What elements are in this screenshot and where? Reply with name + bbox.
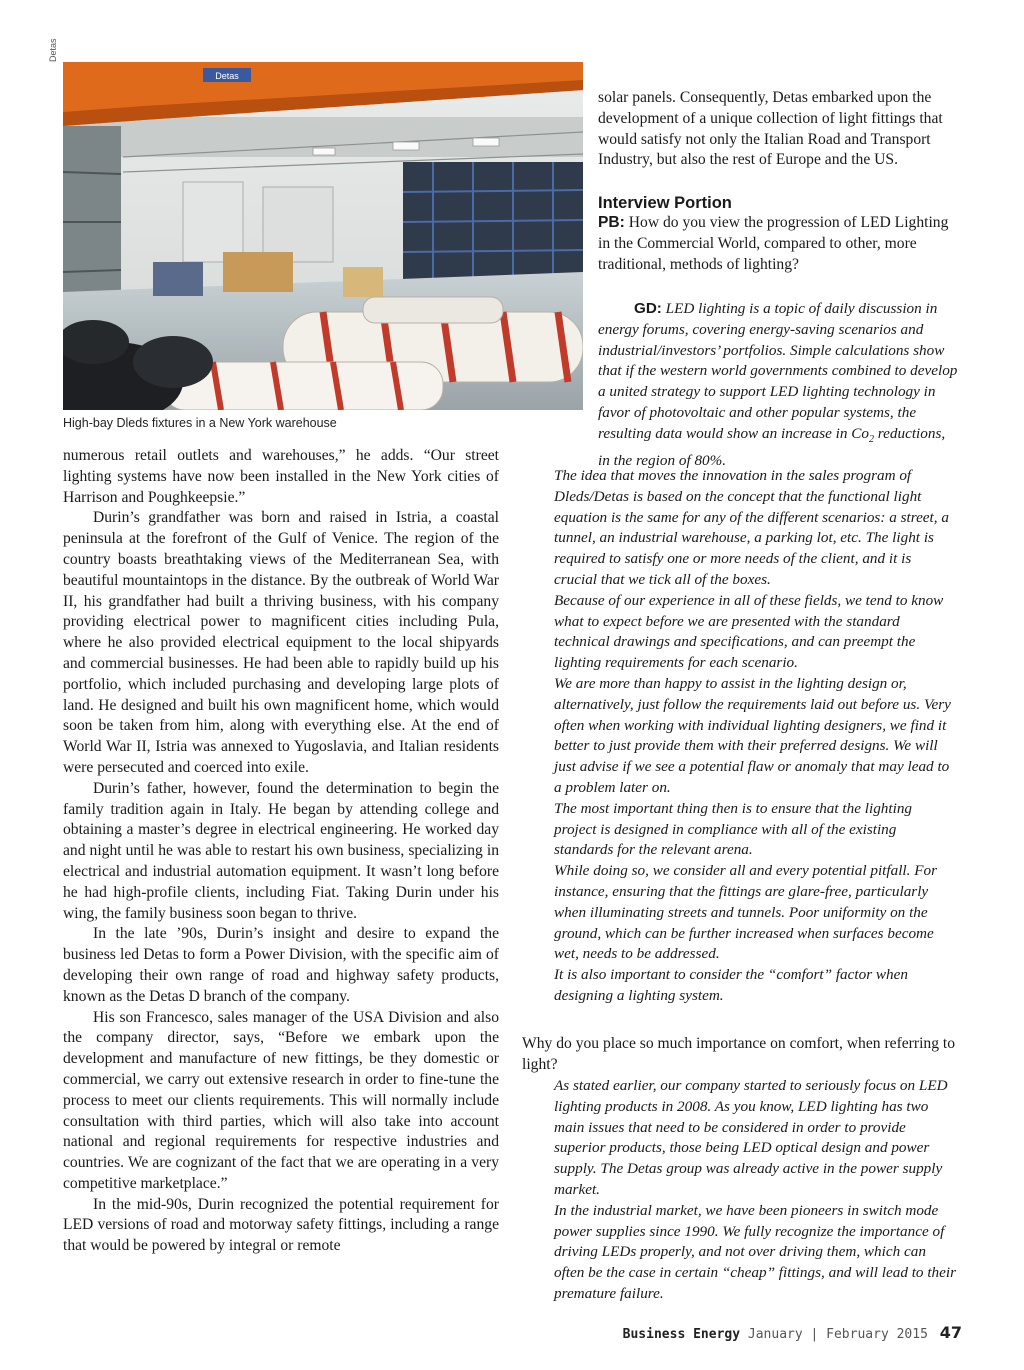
paragraph: In the mid-90s, Durin recognized the potential requirement for LED versions of road and motorway safety fittings, including a range that would be powered by integral or remote: [63, 1195, 499, 1255]
paragraph: Durin’s father, however, found the determination to begin the family tradition again in Italy. He began by attending college and obtaining a master’s degree in electrical engineering. He worked day and night until he was able to restart his own business, specializing in electrical and industrial automation equipment. It wasn’t long before he had high-profile clients, including Fiat. Taking Durin under his wing, the family business soon began to thrive.: [63, 779, 499, 922]
answer-paragraph: While doing so, we consider all and every potential pitfall. For instance, ensuring that the fittings are glare-free, particularly when illuminating streets and tunnels. Poor uniformity on the ground, which can be further increased when surfaces become wet, needs to be addressed.: [554, 862, 938, 963]
question-text: Why do you place so much importance on comfort, when referring to light?: [522, 1035, 956, 1073]
answer-paragraph: The most important thing then is to ensure that the lighting project is designed in compliance with all of the existing standards for the relevant arena.: [554, 799, 913, 859]
left-column: [63, 446, 499, 1257]
question-text: How do you view the progression of LED Lighting in the Commercial World, compared to other, more traditional, methods of lighting?: [598, 214, 949, 273]
photo-caption: High-bay Dleds fixtures in a New York warehouse: [63, 416, 337, 430]
answer-2: [554, 1076, 958, 1305]
paragraph: solar panels. Consequently, Detas embarked upon the development of a unique collection of light fittings that would satisfy not only the Italian Road and Transport Industry, but also the rest of Europe and the US.: [598, 89, 943, 169]
answer-text: reductions, in the region of 80%.: [598, 424, 946, 469]
page-number: 47: [939, 1323, 962, 1342]
subscript: 2: [869, 433, 874, 445]
paragraph: His son Francesco, sales manager of the USA Division and also the company director, says, “Before we embark upon the development and manufacture of new fittings, be they domestic or commercial, we carry out extensive research in order to fine-tune the process to meet our clients requirements. This will normally include consultation with third parties, which will also take into account national and regional requirements for respective industries and countries. We are cognizant of the fact that we are operating in a very competitive marketplace.”: [63, 1008, 499, 1192]
section-heading: Interview Portion: [598, 194, 732, 213]
publication-name: Business Energy: [622, 1327, 741, 1342]
answer-paragraph: Because of our experience in all of these fields, we tend to know what to expect before we are presented with the standard technical drawings and specifications, and can preempt the lighting requirements for each scenario.: [554, 591, 944, 672]
answer-paragraph: [598, 299, 958, 471]
crane-sign-text: Detas: [215, 71, 239, 81]
paragraph: Durin’s grandfather was born and raised in Istria, a coastal peninsula at the forefront of the Gulf of Venice. The region of the country boasts breathtaking views of the Mediterranean Sea, with beautiful mountaintops in the distance. By the outbreak of World War II, his grandfather had built a thriving business, with his company providing electrical power to magnificent cities including Pula, where he also provided electrical equipment to the local shipyards and commercial businesses. He had been able to rapidly build up his portfolio, which included purchasing and developing large plots of land. He designed and built his own magnificent home, which would soon be taken from him, along with everything else. At the end of World War II, Istria was annexed to Yugoslavia, and Italian residents were persecuted and coerced into exile.: [63, 509, 499, 776]
answer-paragraph: We are more than happy to assist in the lighting design or, alternatively, just follow the requirements laid out before us. Very often when working with individual lighting designers, we find it better to just provide them with their preferred designs. We will just advise if we see a potential flaw or anomaly that may lead to a problem later on.: [554, 674, 951, 796]
answer-1-body: [554, 466, 958, 1007]
answer-paragraph: The idea that moves the innovation in the sales program of Dleds/Detas is based on the concept that the functional light equation is the same for any of the different scenarios: a street, a tunnel, an industrial warehouse, a parking lot, etc. The light is required to satisfy one or more needs of the client, and it is crucial that we tick all of the boxes.: [554, 467, 949, 588]
answer-paragraph: As stated earlier, our company started to seriously focus on LED lighting products in 2008. As you know, LED lighting has two main issues that need to be considered in order to provide superior products, those being LED optical design and power supply. The Detas group was already active in the power supply market.: [554, 1077, 948, 1198]
warehouse-photo: [63, 62, 583, 410]
answer-paragraph: In the industrial market, we have been pioneers in switch mode power supplies since 1990. We fully recognize the importance of driving LEDs properly, and not over driving them, which can often be the case in certain “cheap” fittings, and will lead to their premature failure.: [554, 1201, 957, 1302]
right-column-top: [598, 88, 956, 276]
question-2: [522, 1034, 962, 1076]
paragraph: numerous retail outlets and warehouses,” he adds. “Our street lighting systems have now been installed in the New York cities of Harrison and Poughkeepsie.”: [63, 447, 499, 506]
page-footer: [623, 1323, 962, 1342]
answer-text: LED lighting is a topic of daily discussion in energy forums, covering energy-saving scenarios and industrial/investors’ portfolios. Simple calculations show that if the western world governments combined to develop a united strategy to support LED lighting technology in favor of photovoltaic and other popular systems, the resulting data would show an increase in Co: [598, 300, 958, 442]
answer-paragraph: It is also important to consider the “comfort” factor when designing a lighting system.: [554, 966, 908, 1004]
question-1: [598, 213, 956, 275]
answer-1-intro: [598, 299, 958, 471]
answer-label: GD:: [634, 300, 662, 317]
issue-date: January | February 2015: [747, 1327, 928, 1342]
paragraph: In the late ’90s, Durin’s insight and desire to expand the business led Detas to form a Power Division, with the specific aim of developing their own range of road and highway safety products, known as the Detas D branch of the company.: [63, 925, 499, 1005]
question-label: PB:: [598, 214, 625, 232]
photo-credit: Detas: [48, 38, 58, 62]
